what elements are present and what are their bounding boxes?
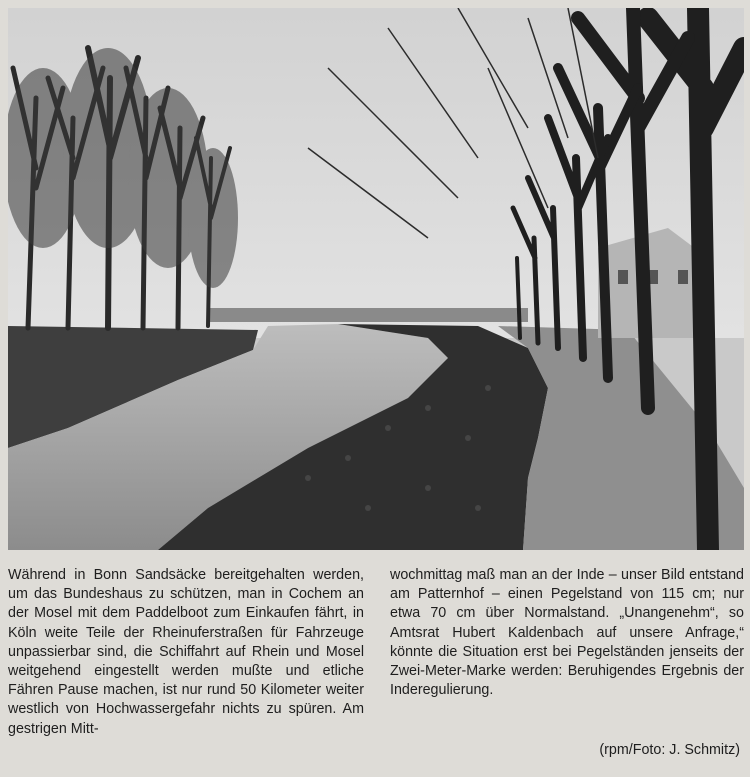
news-photo: [8, 8, 744, 550]
caption-right-column: wochmittag maß man an der Inde – unser Bild entstand am Patternhof – einen Pegelstand von 115 cm; nur etwa 70 cm über Normalstand. „Unangenehm“, so Amtsrat Hubert Kaldenbach auf unsere Anfrage,“ könnte die Situation erst bei Pegelständen jenseits der Zwei-Meter-Marke werden: Beruhigendes Ergebnis der Inderegulierung.: [390, 567, 744, 699]
river-scene-illustration: [8, 8, 744, 550]
caption-left-column: Während in Bonn Sandsäcke bereitgehalten werden, um das Bundeshaus zu schützen, man in Cochem an der Mosel mit dem Paddelboot zum Einkaufen fährt, in Köln weite Teile der Rheinuferstraßen für Fahrzeuge unpassierbar sind, die Schiffahrt auf Rhein und Mosel weitgehend eingestellt werden mußte und etliche Fähren Pause machen, ist nur rund 50 Kilometer weiter westlich von Hochwassergefahr nichts zu spüren. Am gestrigen Mitt-: [8, 567, 364, 737]
photo-credit: (rpm/Foto: J. Schmitz): [599, 742, 740, 758]
